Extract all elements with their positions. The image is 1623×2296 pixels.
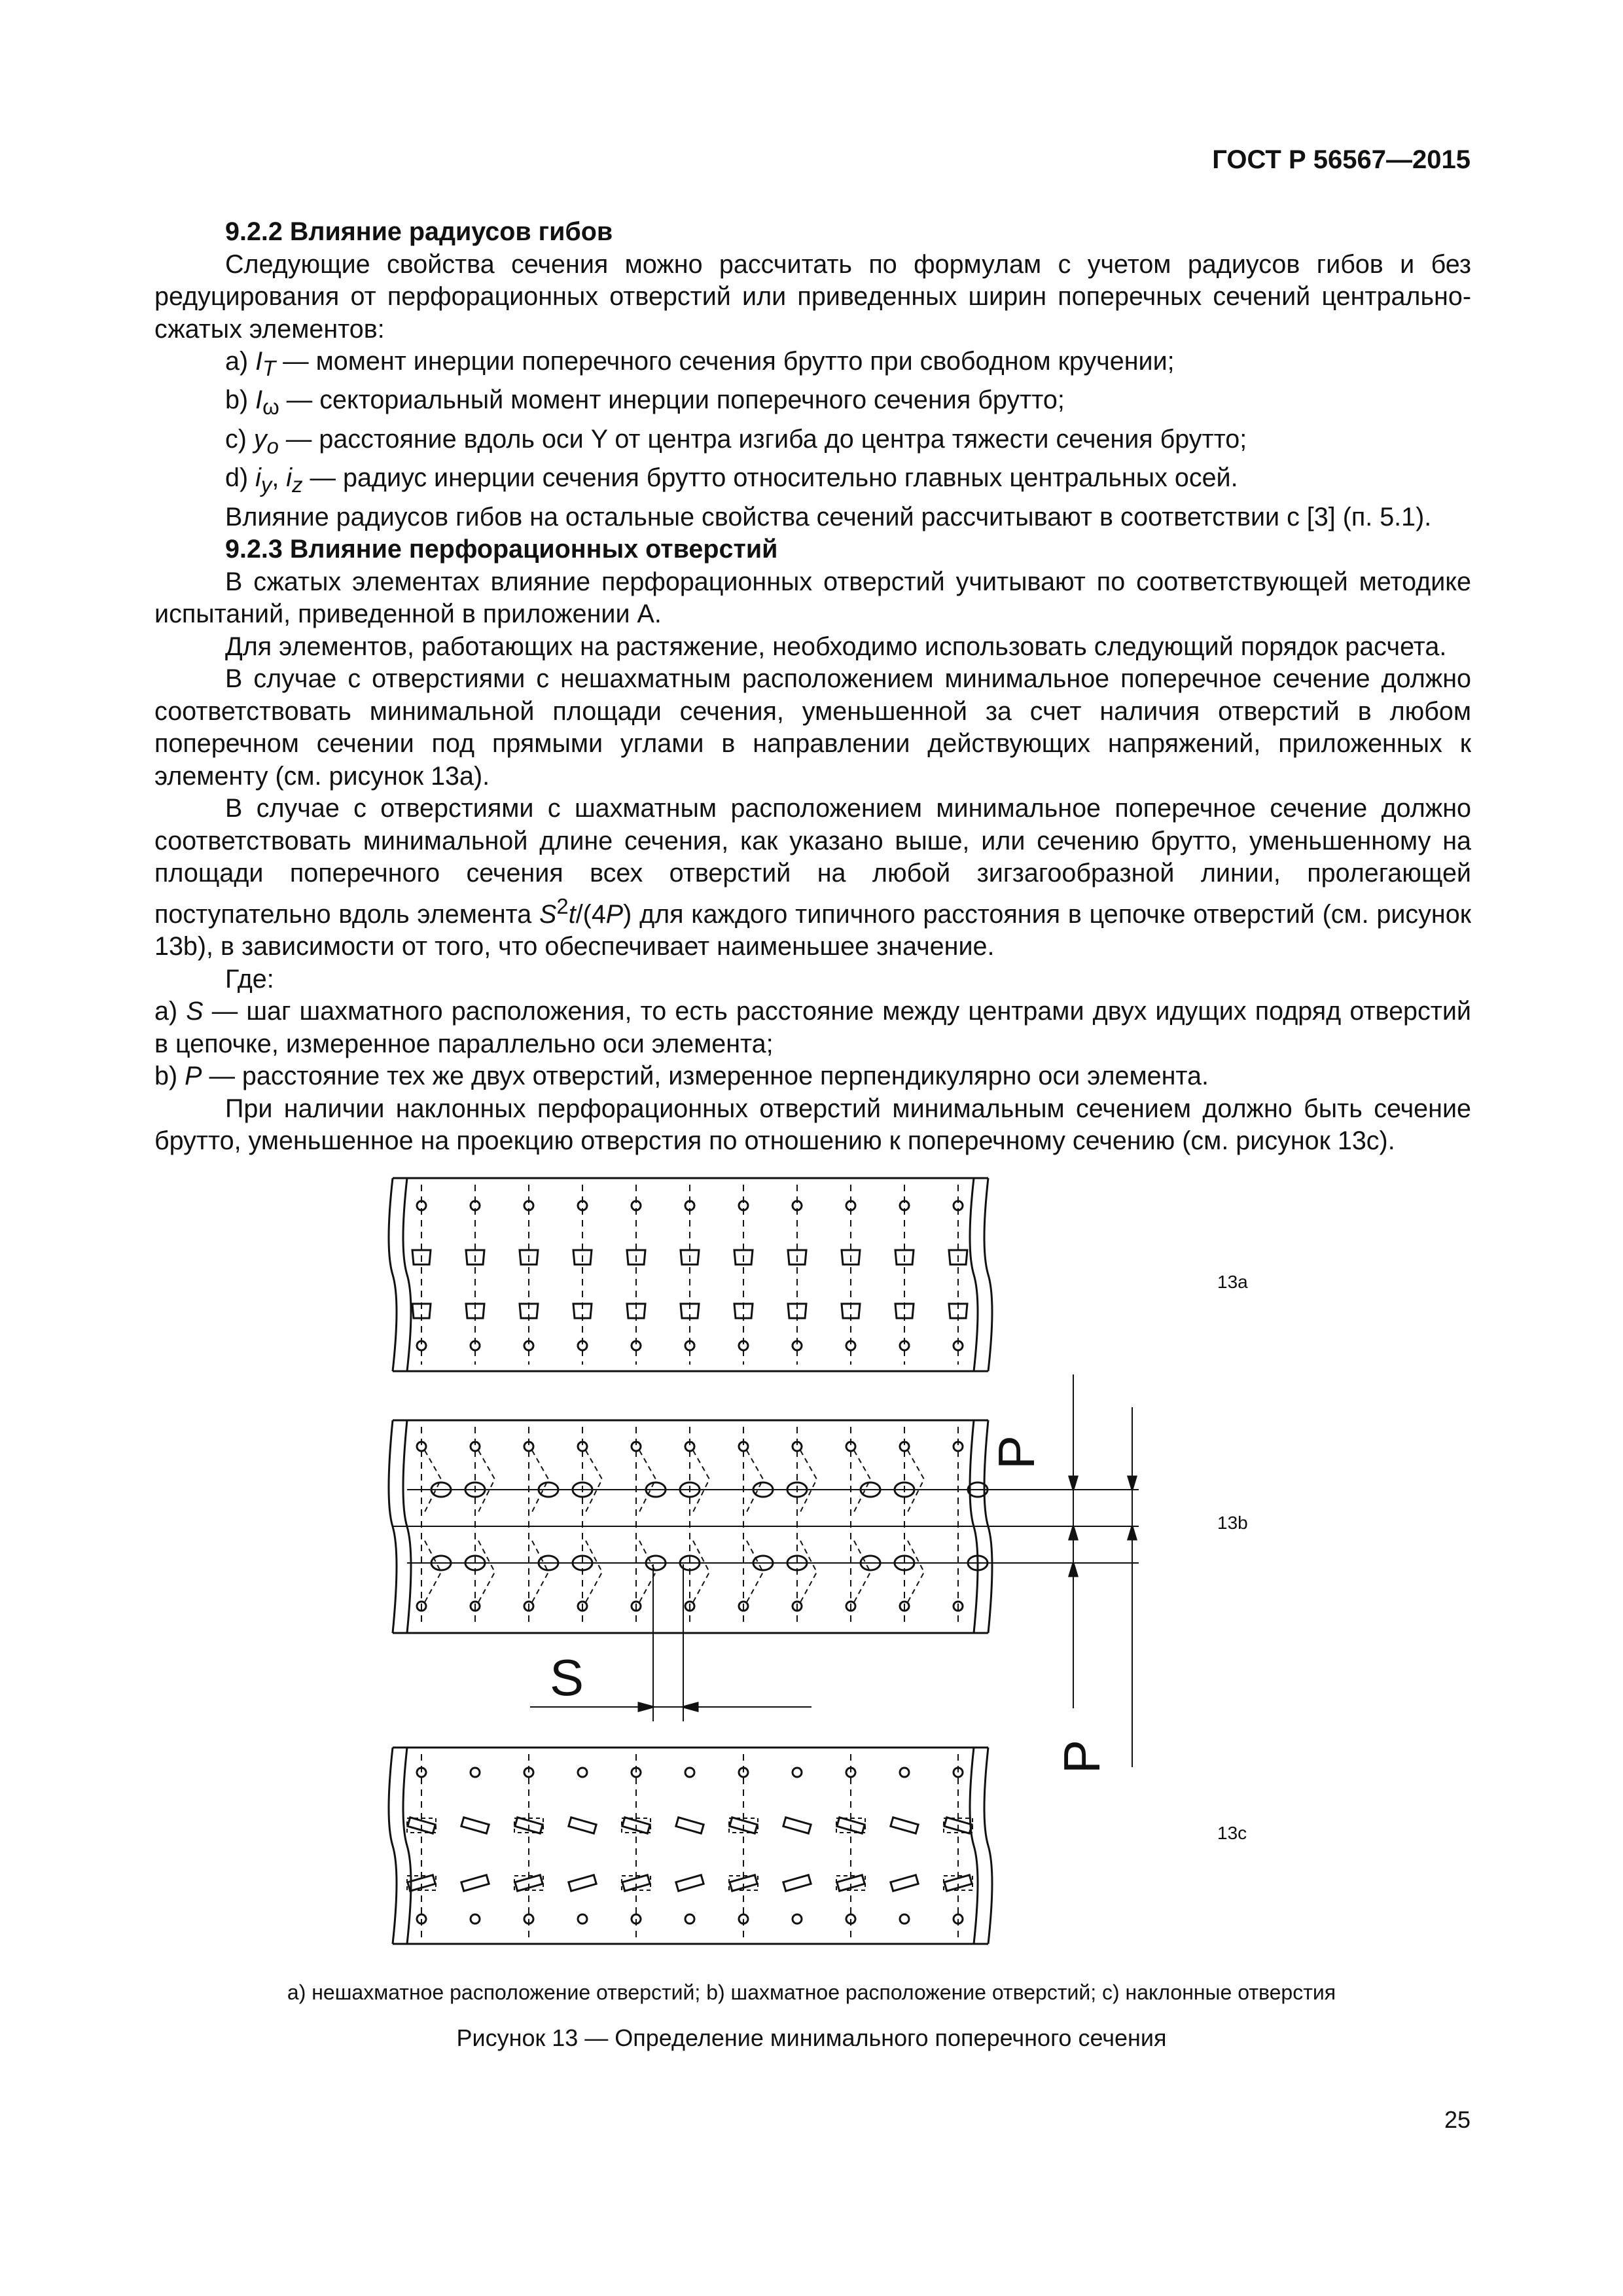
zigzag-line [693, 1450, 709, 1512]
zigzag-line [800, 1541, 817, 1602]
hole [793, 1768, 802, 1777]
arrow-head [1069, 1526, 1077, 1539]
break-line [970, 1178, 978, 1371]
panel-13b [389, 1374, 1139, 1767]
paragraph: В случае с отверстиями с нешахматным расположением минимальное поперечное сечение должно соответствовать минимальной площади сечения, уменьшенной за счет наличия отверстий в любом поперечном сечении под прямыми углами в направлении действующих напряжений, приложенных к элементу (см. рисунок 13а). [154, 664, 1471, 791]
hole [569, 1818, 596, 1833]
section-heading-922: 9.2.2 Влияние радиусов гибов [225, 217, 613, 246]
paragraph: Для элементов, работающих на растяжение, необходимо использовать следующий порядок расчета. [225, 632, 1447, 661]
hole [622, 1875, 650, 1891]
zigzag-line [478, 1450, 495, 1512]
paragraph: Следующие свойства сечения можно рассчитать по формулам с учетом радиусов гибов и без редуцирования от перфорационных отверстий или приведенных ширин поперечных сечений центрально-сжатых элементов: [154, 249, 1471, 344]
list-item: a) $I_T$ — момент инерции поперечного сечения брутто при свободном кручении; [225, 347, 1175, 380]
zigzag-line [478, 1541, 495, 1602]
zigzag-line [586, 1541, 602, 1602]
zigzag-line [800, 1450, 817, 1512]
break-line [970, 1748, 978, 1944]
hole [783, 1818, 811, 1833]
hole [891, 1818, 918, 1833]
list-item: b) $I_\omega$ — секториальный момент инерции поперечного сечения брутто; [225, 386, 1065, 420]
label-13a: 13a [1217, 1272, 1248, 1292]
zigzag-line [854, 1541, 870, 1602]
dimension-p-bottom: P [1053, 1739, 1111, 1774]
figure-caption: Рисунок 13 — Определение минимального поперечного сечения [456, 2024, 1167, 2051]
panel-13a [389, 1178, 992, 1371]
zigzag-line [908, 1541, 924, 1602]
list-item: d) $i_y$, $i_z$ — радиус инерции сечения брутто относительно главных центральных осей. [225, 463, 1238, 497]
zigzag-line [425, 1450, 441, 1512]
break-line [389, 1178, 397, 1371]
hole [783, 1875, 811, 1891]
zigzag-line [532, 1541, 548, 1602]
break-line [984, 1178, 992, 1371]
zigzag-line [693, 1541, 709, 1602]
body-text [154, 216, 1471, 1158]
label-13c: 13c [1217, 1823, 1247, 1843]
panel-13c [389, 1748, 992, 1944]
arrow-head [1128, 1526, 1136, 1539]
hole [578, 1914, 587, 1924]
figure-13-drawing [373, 1158, 1289, 1964]
hole [515, 1875, 543, 1891]
page-number: 25 [1444, 2106, 1471, 2133]
zigzag-line [747, 1450, 763, 1512]
break-line [389, 1748, 397, 1944]
arrow-head [639, 1703, 653, 1711]
arrow-head [683, 1703, 698, 1711]
hole [891, 1875, 918, 1891]
list-item: c) $y_o$ — расстояние вдоль оси Y от центра изгиба до центра тяжести сечения брутто; [225, 424, 1247, 458]
hole [900, 1914, 909, 1924]
hole [676, 1875, 704, 1891]
hole [578, 1768, 587, 1777]
dimension-s: S [550, 1649, 584, 1706]
hole [471, 1768, 480, 1777]
zigzag-line [586, 1450, 602, 1512]
hole [685, 1914, 694, 1924]
zigzag-line [639, 1450, 656, 1512]
paragraph: Где: [225, 964, 274, 994]
hole [471, 1914, 480, 1924]
paragraph: При наличии наклонных перфорационных отверстий минимальным сечением должно быть сечение брутто, уменьшенное на проекцию отверстия по отношению к поперечному сечению (см. рисунок 13с). [154, 1094, 1471, 1156]
zigzag-line [908, 1450, 924, 1512]
definition-item: b) P — расстояние тех же двух отверстий, измеренное перпендикулярно оси элемента. [154, 1062, 1209, 1091]
hole [685, 1768, 694, 1777]
zigzag-line [854, 1450, 870, 1512]
hole [944, 1875, 972, 1891]
hole [793, 1914, 802, 1924]
definition-item: a) S — шаг шахматного расположения, то есть расстояние между центрами двух идущих подряд отверстий в цепочке, измеренное параллельно оси элемента; [154, 997, 1471, 1058]
zigzag-line [747, 1541, 763, 1602]
break-line [403, 1748, 411, 1944]
arrow-head [1069, 1477, 1077, 1490]
break-line [403, 1178, 411, 1371]
hole [461, 1875, 489, 1891]
hole [837, 1875, 865, 1891]
hole [730, 1875, 757, 1891]
hole [900, 1768, 909, 1777]
paragraph: Влияние радиусов гибов на остальные свойства сечений рассчитывают в соответствии с [3] (п. 5.1). [225, 502, 1432, 531]
hole [676, 1818, 704, 1833]
hole [569, 1875, 596, 1891]
hole [461, 1818, 489, 1833]
paragraph: В сжатых элементах влияние перфорационных отверстий учитывают по соответствующей методике испытаний, приведенной в приложении А. [154, 567, 1471, 629]
section-heading-923: 9.2.3 Влияние перфорационных отверстий [225, 535, 778, 564]
paragraph: В случае с отверстиями с шахматным расположением минимальное поперечное сечение должно соответствовать минимальной длине сечения, как указано выше, или сечению брутто, уменьшенному на площади поперечного сечения всех отверстий на любой зигзагообразной линии, пролегающей поступательно вдоль элемента $S^2t/(4P)$ для каждого типичного расстояния в цепочке отверстий (см. рисунок 13b), в зависимости от того, что обеспечивает наименьшее значение. [154, 794, 1471, 961]
document-id: ГОСТ Р 56567—2015 [1212, 145, 1471, 174]
dimension-p-top: P [988, 1435, 1045, 1469]
break-line [984, 1748, 992, 1944]
zigzag-line [532, 1450, 548, 1512]
zigzag-line [425, 1541, 441, 1602]
arrow-head [1069, 1563, 1077, 1576]
figure-subcaption: а) нешахматное расположение отверстий; b) шахматное расположение отверстий; с) наклонные отверстия [287, 1981, 1336, 2004]
arrow-head [1128, 1477, 1136, 1490]
label-13b: 13b [1217, 1513, 1248, 1533]
